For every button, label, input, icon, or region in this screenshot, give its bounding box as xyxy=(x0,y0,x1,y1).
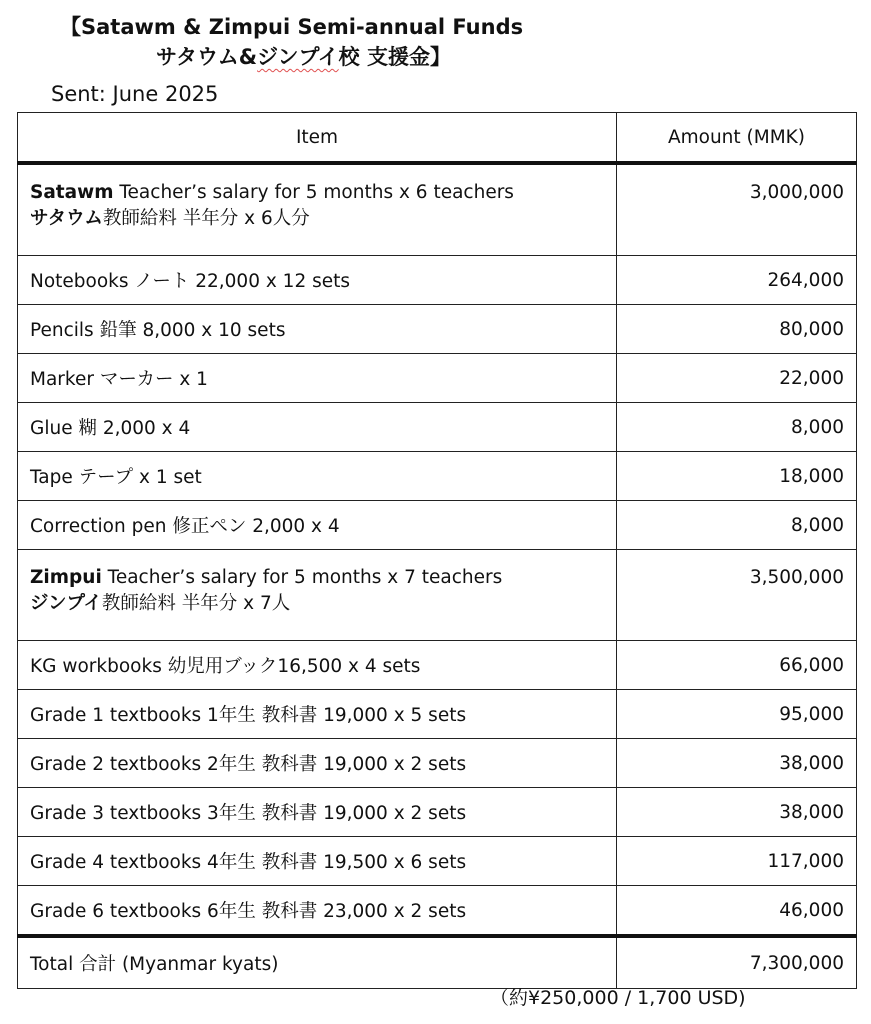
item-cell xyxy=(18,550,617,641)
item-cell: Correction pen 修正ペン 2,000 x 4 xyxy=(18,501,617,550)
school-name-satawm-jp: サタウム xyxy=(30,208,103,229)
total-amount: 7,300,000 xyxy=(617,936,857,989)
title-line-1: 【Satawm & Zimpui Semi-annual Funds xyxy=(60,15,524,39)
table-row xyxy=(18,452,857,501)
amount-cell: 3,500,000 xyxy=(617,550,857,641)
school-name-zimpui: Zimpui xyxy=(30,567,102,588)
item-cell: Grade 4 textbooks 4年生 教科書 19,500 x 6 sets xyxy=(18,837,617,886)
amount-cell: 80,000 xyxy=(617,305,857,354)
item-cell xyxy=(18,163,617,256)
amount-cell: 8,000 xyxy=(617,403,857,452)
title-line-2 xyxy=(60,42,680,72)
table-row-total xyxy=(18,936,857,989)
table-row xyxy=(18,305,857,354)
sent-date: Sent: June 2025 xyxy=(51,82,219,106)
item-line-jp: ジンプイ教師給料 半年分 x 7人 xyxy=(30,593,291,614)
amount-cell: 18,000 xyxy=(617,452,857,501)
item-cell: Grade 6 textbooks 6年生 教科書 23,000 x 2 sets xyxy=(18,886,617,937)
document-title xyxy=(60,12,680,72)
item-cell: Notebooks ノート 22,000 x 12 sets xyxy=(18,256,617,305)
item-cell: KG workbooks 幼児用ブック16,500 x 4 sets xyxy=(18,641,617,690)
column-header-amount: Amount (MMK) xyxy=(617,113,857,164)
table-row-zimpui-salary xyxy=(18,550,857,641)
table-row-satawm-salary xyxy=(18,163,857,256)
amount-cell: 38,000 xyxy=(617,739,857,788)
title-jp-satawm: サタウム& xyxy=(156,45,258,69)
amount-cell: 22,000 xyxy=(617,354,857,403)
school-name-zimpui-jp: ジンプイ xyxy=(30,593,102,614)
funds-table xyxy=(17,112,857,989)
item-cell: Marker マーカー x 1 xyxy=(18,354,617,403)
amount-cell: 8,000 xyxy=(617,501,857,550)
amount-cell: 264,000 xyxy=(617,256,857,305)
item-cell: Glue 糊 2,000 x 4 xyxy=(18,403,617,452)
school-name-satawm: Satawm xyxy=(30,182,114,203)
table-row xyxy=(18,354,857,403)
column-header-item: Item xyxy=(18,113,617,164)
amount-cell: 3,000,000 xyxy=(617,163,857,256)
amount-cell: 46,000 xyxy=(617,886,857,937)
title-jp-suffix: 校 支援金】 xyxy=(338,45,451,69)
amount-cell: 117,000 xyxy=(617,837,857,886)
table-row xyxy=(18,256,857,305)
item-cell: Grade 1 textbooks 1年生 教科書 19,000 x 5 sets xyxy=(18,690,617,739)
table-header-row xyxy=(18,113,857,164)
amount-cell: 66,000 xyxy=(617,641,857,690)
table-row xyxy=(18,501,857,550)
item-line-en: Zimpui Teacher’s salary for 5 months x 7 teachers xyxy=(30,567,503,588)
table-row xyxy=(18,788,857,837)
item-cell: Pencils 鉛筆 8,000 x 10 sets xyxy=(18,305,617,354)
item-cell: Grade 3 textbooks 3年生 教科書 19,000 x 2 sets xyxy=(18,788,617,837)
table-row xyxy=(18,837,857,886)
title-jp-zimpui: ジンプイ xyxy=(257,45,339,69)
item-line-en: Satawm Teacher’s salary for 5 months x 6 teachers xyxy=(30,182,514,203)
amount-cell: 38,000 xyxy=(617,788,857,837)
amount-cell: 95,000 xyxy=(617,690,857,739)
item-line-jp: サタウム教師給料 半年分 x 6人分 xyxy=(30,208,310,229)
item-cell: Grade 2 textbooks 2年生 教科書 19,000 x 2 sets xyxy=(18,739,617,788)
table-row xyxy=(18,403,857,452)
item-cell: Tape テープ x 1 set xyxy=(18,452,617,501)
table-row xyxy=(18,641,857,690)
table-row xyxy=(18,690,857,739)
conversion-note: （約¥250,000 / 1,700 USD) xyxy=(490,987,746,1009)
table-row xyxy=(18,886,857,937)
table-row xyxy=(18,739,857,788)
total-label: Total 合計 (Myanmar kyats) xyxy=(18,936,617,989)
